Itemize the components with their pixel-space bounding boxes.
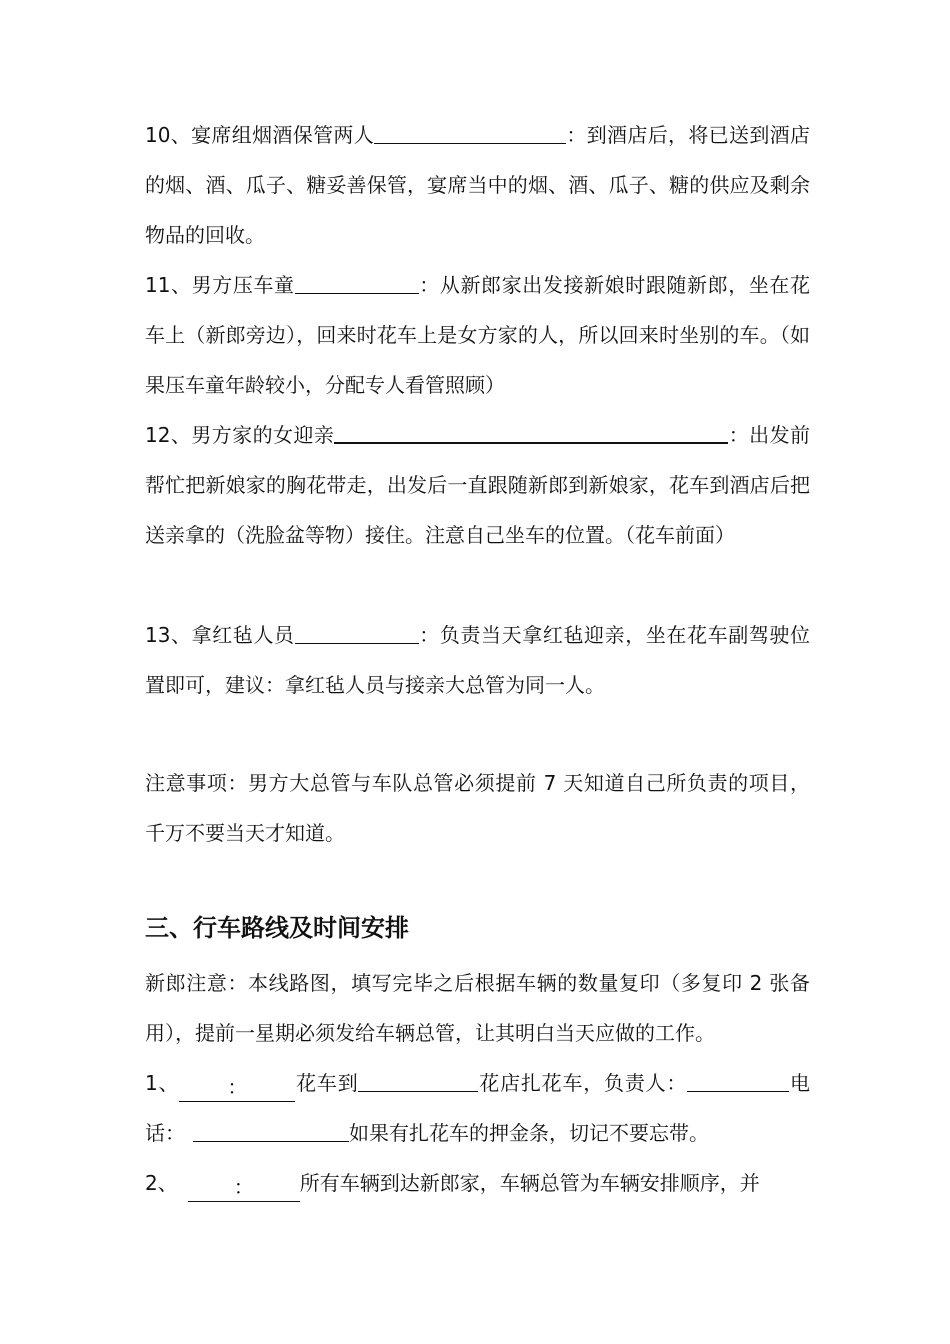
item-13	[145, 610, 810, 710]
item-13-description: 负责当天拿红毡迎亲，坐在花车副驾驶位置即可，建议：拿红毡人员与接亲大总管为同一人。	[145, 623, 811, 697]
step-1-text-responsible: 花店扎花车，负责人：	[478, 1071, 688, 1095]
step-1-responsible-blank[interactable]	[687, 1067, 789, 1092]
item-10-description: 到酒店后，将已送到酒店的烟、酒、瓜子、糖妥善保管，宴席当中的烟、酒、瓜子、糖的供应及剩余物品的回收。	[145, 123, 810, 247]
item-11-description: 从新郎家出发接新娘时跟随新郎，坐在花车上（新郎旁边），回来时花车上是女方家的人，所以回来时坐别的车。（如果压车童年龄较小，分配专人看管照顾）	[145, 273, 811, 397]
item-10-name-blank[interactable]	[374, 119, 566, 144]
step-1-flower-shop-blank[interactable]	[358, 1067, 478, 1092]
step-2-time-colon: ：	[233, 1175, 254, 1199]
item-11	[145, 260, 810, 410]
step-2-number: 2、	[145, 1171, 178, 1195]
item-10	[145, 110, 810, 260]
step-2-time-blank[interactable]	[188, 1173, 300, 1202]
section-3-title: 三、行车路线及时间安排	[145, 914, 409, 942]
item-12-colon: ：	[728, 423, 750, 447]
item-11-number: 11、	[145, 273, 192, 297]
step-1-text-car-to: 花车到	[295, 1071, 359, 1095]
route-step-2	[145, 1158, 810, 1208]
item-10-colon: ：	[566, 123, 587, 147]
item-12-number: 12、	[145, 423, 192, 447]
item-13-colon: ：	[418, 623, 440, 647]
step-1-phone-blank[interactable]	[193, 1117, 349, 1142]
step-1-text-phone: 电话：	[145, 1071, 810, 1145]
step-2-text: 所有车辆到达新郎家，车辆总管为车辆安排顺序，并	[299, 1171, 760, 1195]
step-1-time-colon: ：	[227, 1075, 248, 1099]
section-3-intro: 新郎注意：本线路图，填写完毕之后根据车辆的数量复印（多复印 2 张备用），提前一星期必须发给车辆总管，让其明白当天应做的工作。	[145, 971, 810, 1045]
item-13-label: 拿红毡人员	[191, 623, 295, 647]
item-12-label: 男方家的女迎亲	[191, 423, 335, 447]
item-13-number: 13、	[145, 623, 192, 647]
route-step-1	[145, 1058, 810, 1158]
item-13-name-blank[interactable]	[295, 619, 419, 644]
notice-paragraph: 注意事项：男方大总管与车队总管必须提前 7 天知道自己所负责的项目，千万不要当天才知道。	[145, 771, 810, 845]
item-11-label: 男方压车童	[191, 273, 295, 297]
item-10-label: 宴席组烟酒保管两人	[191, 123, 375, 147]
item-11-colon: ：	[418, 273, 440, 297]
step-1-time-blank[interactable]	[179, 1073, 295, 1102]
item-12	[145, 410, 810, 560]
item-12-description: 出发前帮忙把新娘家的胸花带走，出发后一直跟随新郎到新娘家，花车到酒店后把送亲拿的（洗脸盆等物）接住。注意自己坐车的位置。（花车前面）	[145, 423, 811, 547]
item-11-name-blank[interactable]	[295, 269, 419, 294]
step-1-number: 1、	[145, 1071, 180, 1095]
item-10-number: 10、	[145, 123, 192, 147]
step-1-text-deposit: 如果有扎花车的押金条，切记不要忘带。	[349, 1121, 709, 1145]
item-12-name-blank[interactable]	[334, 418, 728, 444]
